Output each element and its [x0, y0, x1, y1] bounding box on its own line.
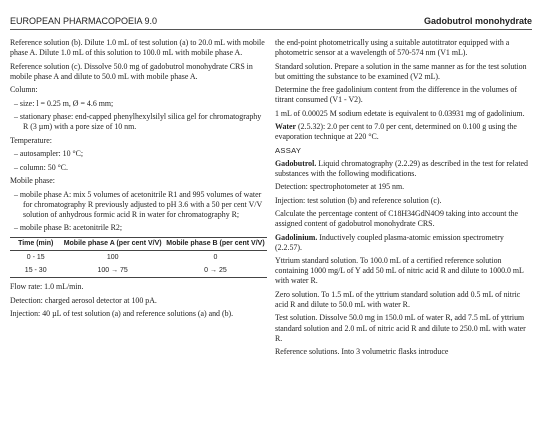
gadolinium-text: Inductively coupled plasma-atomic emission spectrometry (2.2.57).: [275, 232, 504, 252]
reference-solutions: Reference solutions. Into 3 volumetric flasks introduce: [275, 347, 449, 357]
assay-injection: Injection: test solution (b) and reference solution (c).: [275, 195, 442, 205]
gadobutrol-title: Gadobutrol.: [275, 158, 317, 168]
standard-solution: Standard solution. Prepare a solution in the same manner as for the test solution but omitting the substance to be examined (V2 mL).: [275, 61, 527, 81]
assay-detection: Detection: spectrophotometer at 195 nm.: [275, 182, 405, 192]
water-text: (2.5.32): 2.0 per cent to 7.0 per cent, determined on 0.100 g using the evaporation technique at 220 °C.: [275, 122, 517, 142]
header-mobile-b: Mobile phase B (per cent V/V): [164, 237, 267, 250]
autosampler-temp: – autosampler: 10 °C;: [10, 149, 267, 159]
equivalence-text: 1 mL of 0.00025 M sodium edetate is equivalent to 0.03931 mg of gadolinium.: [275, 108, 525, 118]
temperature-label: Temperature:: [10, 135, 52, 145]
table-cell: 0 - 15: [26, 254, 45, 262]
endpoint-text: the end-point photometrically using a suitable autotitrator equipped with a photometric sensor at a wavelength of 570-574 nm (V1 mL).: [275, 38, 510, 58]
detection: Detection: charged aerosol detector at 100 pA.: [10, 295, 157, 305]
table-cell: 100: [106, 254, 119, 262]
table-row: [10, 251, 267, 265]
mobile-phase-label: Mobile phase:: [10, 176, 55, 186]
stationary-phase: – stationary phase: end-capped phenylhexylsilyl silica gel for chromatography R (3 µm) with a pore size of 10 nm.: [10, 112, 267, 132]
table-cell: 0 → 25: [164, 264, 267, 278]
zero-solution: Zero solution. To 1.5 mL of the yttrium standard solution add 0.5 mL of nitric acid R and dilute to 50.0 mL with water R.: [275, 289, 521, 309]
column-size: – size: l = 0.25 m, Ø = 4.6 mm;: [10, 99, 267, 109]
mobile-phase-a: – mobile phase A: mix 5 volumes of acetonitrile R1 and 995 volumes of water for chromatography R previously adjusted to pH 3.6 with a 50 per cent V/V solution of anhydrous formic acid R in water for chromatography R;: [10, 190, 267, 220]
column-temp: – column: 50 °C.: [10, 163, 267, 173]
header-time: Time (min): [10, 237, 61, 250]
mobile-phase-b: – mobile phase B: acetonitrile R2;: [10, 223, 267, 233]
page-header: [10, 8, 532, 30]
water-title: Water: [275, 122, 297, 132]
header-mobile-a: Mobile phase A (per cent V/V): [61, 237, 164, 250]
determine-text: Determine the free gadolinium content from the difference in the volumes of titrant consumed (V1 - V2).: [275, 85, 517, 105]
flow-rate: Flow rate: 1.0 mL/min.: [10, 282, 84, 292]
right-column: [275, 38, 532, 361]
reference-solution-b: Reference solution (b). Dilute 1.0 mL of test solution (a) to 20.0 mL with mobile phase A. Dilute 1.0 mL of this solution to 100.0 mL with mobile phase A.: [10, 38, 265, 58]
gradient-table: [10, 237, 267, 278]
gadobutrol-text: Liquid chromatography (2.2.29) as described in the test for related substances with the following modifications.: [275, 158, 528, 178]
test-solution: Test solution. Dissolve 50.0 mg in 150.0 mL of water R, add 7.5 mL of yttrium standard solution and 2.0 mL of nitric acid R and dilute to 250.0 mL with water R.: [275, 313, 526, 343]
pharmacopoeia-title: EUROPEAN PHARMACOPOEIA 9.0: [10, 16, 158, 26]
column-label: Column:: [10, 85, 38, 95]
gadobutrol-section: [275, 159, 532, 179]
table-cell: 100 → 75: [61, 264, 164, 278]
water-section: [275, 122, 532, 142]
two-column-body: [10, 38, 532, 361]
assay-heading: ASSAY: [275, 146, 302, 156]
reference-solution-c: Reference solution (c). Dissolve 50.0 mg of gadobutrol monohydrate CRS in mobile phase A and dilute to 50.0 mL with mobile phase A.: [10, 61, 253, 81]
table-row: [10, 264, 267, 278]
gadolinium-title: Gadolinium.: [275, 232, 318, 242]
table-cell: 15 - 30: [10, 264, 61, 278]
injection: Injection: 40 µL of test solution (a) and reference solutions (a) and (b).: [10, 309, 234, 319]
left-column: [10, 38, 267, 361]
calculate-text: Calculate the percentage content of C18H34GdN4O9 taking into account the assigned content of gadobutrol monohydrate CRS.: [275, 209, 518, 229]
monograph-title: Gadobutrol monohydrate: [424, 16, 532, 26]
table-cell: 0: [213, 254, 218, 262]
gadolinium-section: [275, 233, 532, 253]
gradient-table-header: [10, 237, 267, 250]
yttrium-standard: Yttrium standard solution. To 100.0 mL of a certified reference solution containing 1000 mg/L of Y add 50 mL of nitric acid R and dilute to 1000.0 mL with water R.: [275, 256, 524, 286]
